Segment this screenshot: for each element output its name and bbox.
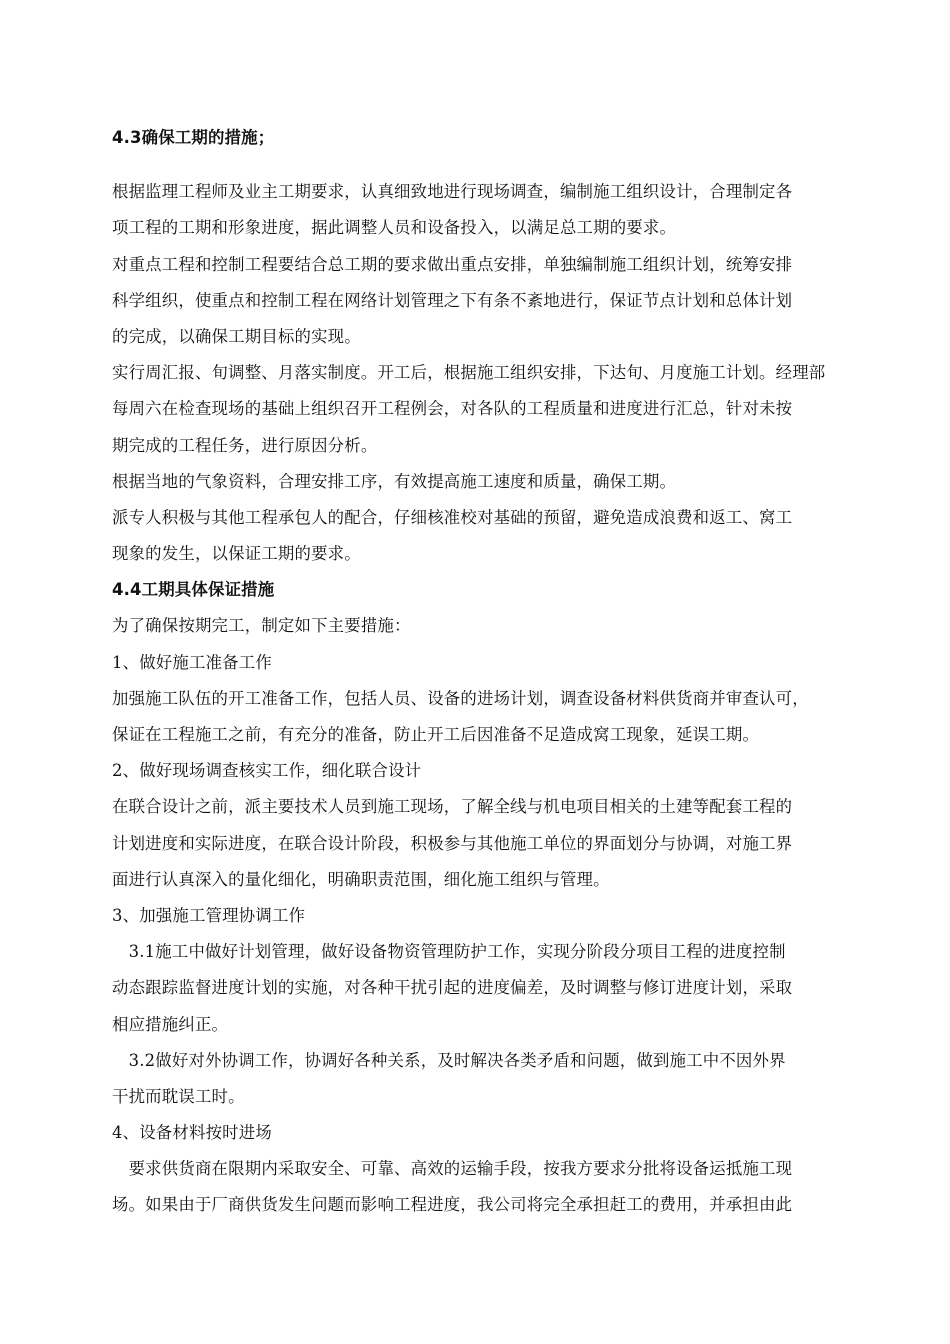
subheading-2: 2、做好现场调查核实工作，细化联合设计 [112,761,422,781]
paragraph-line: 每周六在检查现场的基础上组织召开工程例会，对各队的工程质量和进度进行汇总，针对未按 [112,399,793,419]
paragraph-line: 的完成，以确保工期目标的实现。 [112,326,361,346]
paragraph-line: 期完成的工程任务，进行原因分析。 [112,435,378,455]
paragraph-line: 场。如果由于厂商供货发生问题而影响工程进度，我公司将完全承担赶工的费用，并承担由此 [112,1195,793,1215]
paragraph-line: 根据监理工程师及业主工期要求，认真细致地进行现场调查，编制施工组织设计，合理制定各 [112,182,793,202]
paragraph-line: 计划进度和实际进度，在联合设计阶段，积极参与其他施工单位的界面划分与协调，对施工界 [112,833,793,853]
document-page [112,120,884,1224]
subheading-4: 4、设备材料按时进场 [112,1123,272,1143]
paragraph-line: 3.1施工中做好计划管理，做好设备物资管理防护工作，实现分阶段分项目工程的进度控制 [112,942,786,962]
paragraph-line: 项工程的工期和形象进度，据此调整人员和设备投入，以满足总工期的要求。 [112,218,677,238]
subheading-1: 1、做好施工准备工作 [112,652,272,672]
paragraph-line: 在联合设计之前，派主要技术人员到施工现场，了解全线与机电项目相关的土建等配套工程的 [112,797,793,817]
paragraph-line: 实行周汇报、旬调整、月落实制度。开工后，根据施工组织安排，下达旬、月度施工计划。经理部 [112,363,826,383]
paragraph-line: 科学组织，使重点和控制工程在网络计划管理之下有条不紊地进行，保证节点计划和总体计划 [112,290,793,310]
paragraph-line: 为了确保按期完工，制定如下主要措施： [112,616,411,636]
section-heading-4-3: 4.3确保工期的措施； [112,128,275,147]
section-heading-4-4: 4.4工期具体保证措施 [112,580,275,600]
paragraph-line: 3.2做好对外协调工作，协调好各种关系，及时解决各类矛盾和问题，做到施工中不因外界 [112,1050,786,1070]
paragraph-line: 要求供货商在限期内采取安全、可靠、高效的运输手段，按我方要求分批将设备运抵施工现 [112,1159,793,1179]
paragraph-line: 保证在工程施工之前，有充分的准备，防止开工后因准备不足造成窝工现象，延误工期。 [112,725,760,744]
paragraph-line: 相应措施纠正。 [112,1014,229,1034]
paragraph-line: 加强施工队伍的开工准备工作，包括人员、设备的进场计划，调查设备材料供货商并审查认可， [112,688,809,708]
paragraph-line: 对重点工程和控制工程要结合总工期的要求做出重点安排，单独编制施工组织计划，统筹安排 [112,254,793,274]
paragraph-line: 面进行认真深入的量化细化，明确职责范围，细化施工组织与管理。 [112,869,610,889]
paragraph-line: 动态跟踪监督进度计划的实施，对各种干扰引起的进度偏差，及时调整与修订进度计划，采取 [112,978,793,998]
subheading-3: 3、加强施工管理协调工作 [112,905,306,925]
paragraph-line: 干扰而耽误工时。 [112,1086,245,1106]
paragraph-line: 派专人积极与其他工程承包人的配合，仔细核准校对基础的预留，避免造成浪费和返工、窝工 [112,507,793,527]
paragraph-line: 根据当地的气象资料，合理安排工序，有效提高施工速度和质量，确保工期。 [112,471,677,491]
paragraph-line: 现象的发生，以保证工期的要求。 [112,544,361,564]
